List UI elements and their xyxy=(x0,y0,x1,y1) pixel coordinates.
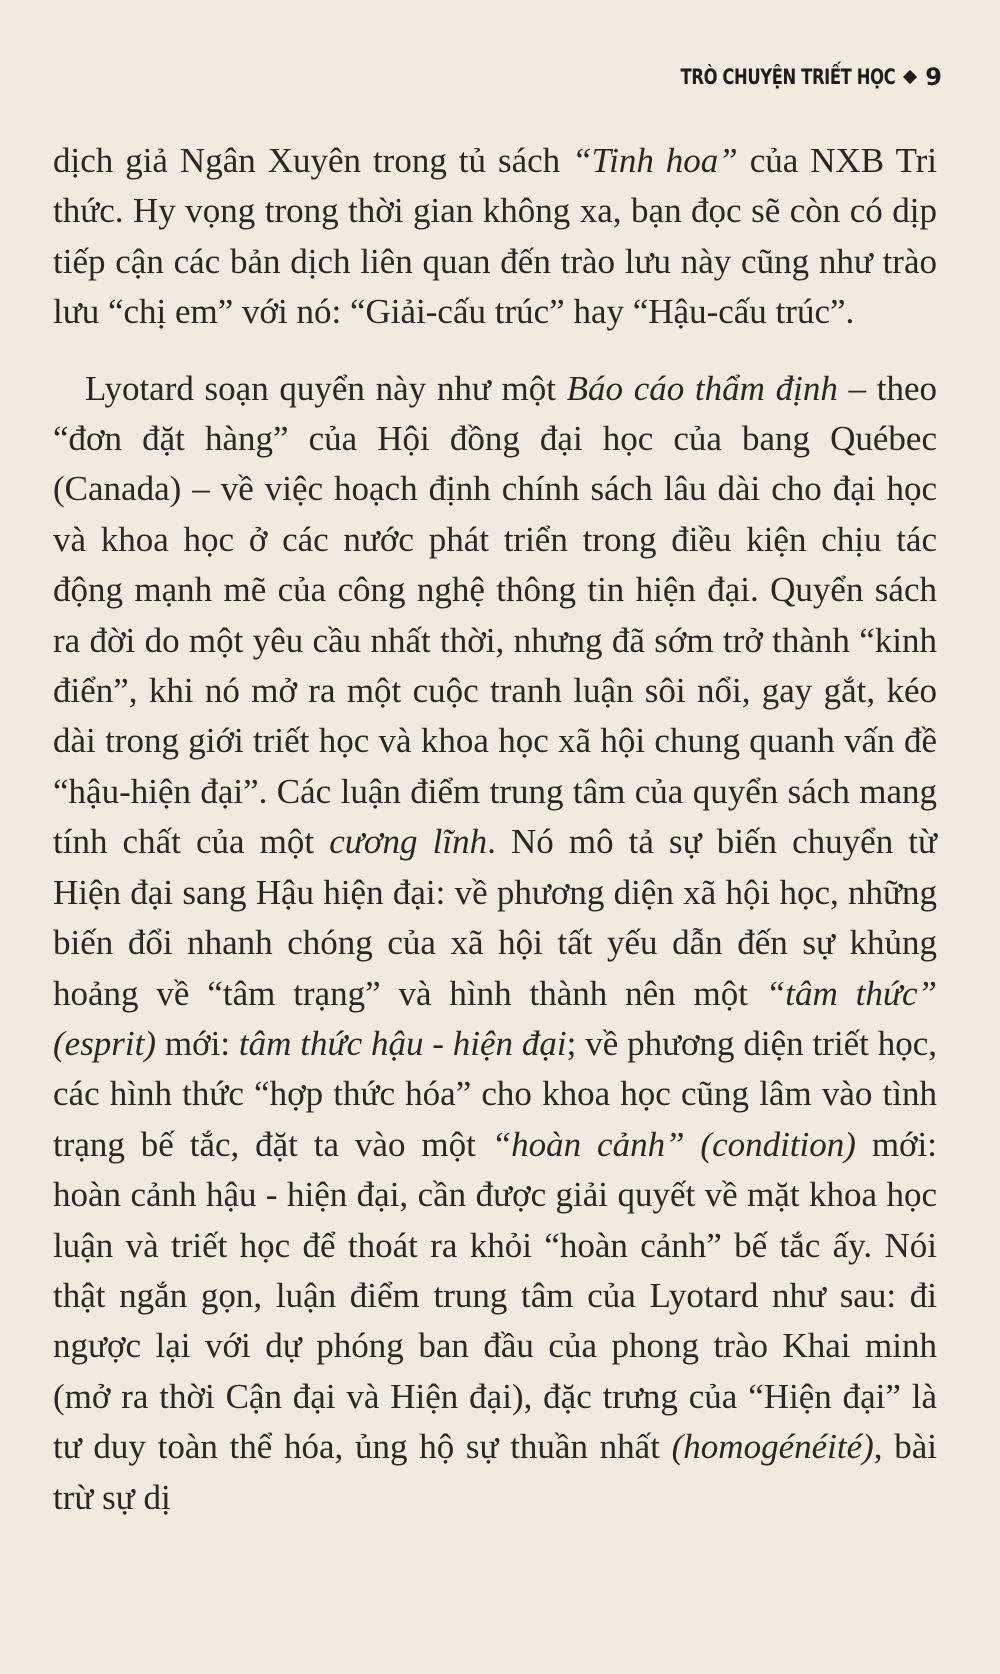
text-run: , bài trừ sự dị xyxy=(53,1427,937,1517)
text-run: ; về phương diện triết học, các hình thức “hợp thức hóa” cho khoa học cũng lâm vào tình trạng bế tắc, đặt ta vào một xyxy=(53,1023,937,1164)
italic-text-run: tâm thức hậu - hiện đại xyxy=(238,1023,567,1063)
running-title: TRÒ CHUYỆN TRIẾT HỌC xyxy=(680,65,896,89)
page-number: 9 xyxy=(925,63,942,91)
text-run: dịch giả Ngân Xuyên trong tủ sách xyxy=(53,141,573,180)
italic-text-run: “Tinh hoa” xyxy=(572,141,738,180)
text-run: mới: hoàn cảnh hậu - hiện đại, cần được giải quyết về mặt khoa học luận và triết học để thoát ra khỏi “hoàn cảnh” bế tắc ấy. Nói thật ngắn gọn, luận điểm trung tâm của Lyotard như sau: đi ngược lại với dự phóng ban đầu của phong trào Khai minh (mở ra thời Cận đại và Hiện đại), đặc trưng của “Hiện đại” là tư duy toàn thể hóa, ủng hộ sự thuần nhất xyxy=(53,1124,938,1467)
body-text xyxy=(53,136,937,1523)
italic-text-run: (homogénéité) xyxy=(671,1427,874,1467)
italic-text-run: “hoàn cảnh” (condition) xyxy=(491,1124,856,1164)
diamond-ornament-icon xyxy=(903,70,917,84)
paragraph-2 xyxy=(53,364,937,1523)
text-run: Lyotard soạn quyển này như một xyxy=(85,368,567,408)
text-run: – theo “đơn đặt hàng” của Hội đồng đại học của bang Québec (Canada) – về việc hoạch định chính sách lâu dài cho đại học và khoa học ở các nước phát triển trong điều kiện chịu tác động mạnh mẽ của công nghệ thông tin hiện đại. Quyển sách ra đời do một yêu cầu nhất thời, nhưng đã sớm trở thành “kinh điển”, khi nó mở ra một cuộc tranh luận sôi nổi, gay gắt, kéo dài trong giới triết học và khoa học xã hội chung quanh vấn đề “hậu-hiện đại”. Các luận điểm trung tâm của quyển sách mang tính chất của một xyxy=(53,368,937,862)
paragraph-1 xyxy=(53,136,937,338)
paragraph-gap xyxy=(53,338,937,364)
text-run: của NXB Tri thức. Hy vọng trong thời gian không xa, bạn đọc sẽ còn có dịp tiếp cận các bản dịch liên quan đến trào lưu này cũng như trào lưu “chị em” với nó: “Giải-cấu trúc” hay “Hậu-cấu trúc”. xyxy=(53,141,937,332)
text-run: . Nó mô tả sự biến chuyển từ Hiện đại sang Hậu hiện đại: về phương diện xã hội học, những biến đổi nhanh chóng của xã hội tất yếu dẫn đến sự khủng hoảng về “tâm trạng” và hình thành nên một xyxy=(53,822,937,1013)
text-run: mới: xyxy=(156,1023,239,1063)
page-header xyxy=(620,63,942,91)
italic-text-run: cương lĩnh xyxy=(329,822,488,862)
italic-text-run: “tâm thức” (esprit) xyxy=(53,973,937,1063)
italic-text-run: Báo cáo thẩm định xyxy=(566,368,838,408)
